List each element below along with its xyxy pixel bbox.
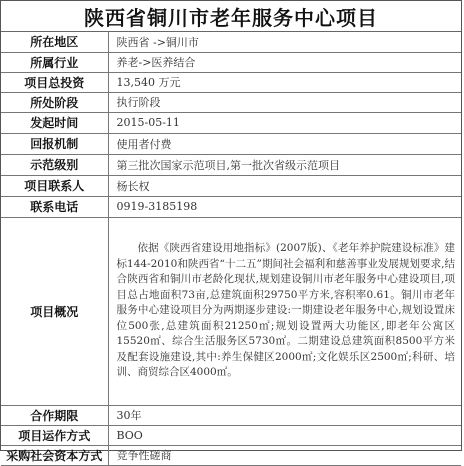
table-row bbox=[1, 72, 461, 92]
row-value-launch-date: 2015-05-11 bbox=[108, 112, 461, 133]
document-title: 陕西省铜川市老年服务中心项目 bbox=[1, 1, 461, 32]
row-label-procurement-method: 采购社会资本方式 bbox=[1, 445, 108, 465]
row-label-region: 所在地区 bbox=[1, 32, 108, 52]
table-row bbox=[1, 405, 461, 425]
table-row bbox=[1, 445, 461, 465]
row-value-cooperation-term: 30年 bbox=[108, 405, 461, 425]
table-row bbox=[1, 196, 461, 217]
table-row bbox=[1, 154, 461, 175]
row-label-return-mechanism: 回报机制 bbox=[1, 133, 108, 154]
row-value-total-investment: 13,540 万元 bbox=[108, 72, 461, 92]
row-label-launch-date: 发起时间 bbox=[1, 112, 108, 133]
table-row bbox=[1, 425, 461, 445]
row-label-total-investment: 项目总投资 bbox=[1, 72, 108, 92]
row-value-return-mechanism: 使用者付费 bbox=[108, 133, 461, 154]
row-label-operation-mode: 项目运作方式 bbox=[1, 425, 108, 445]
table-row bbox=[1, 52, 461, 72]
row-label-overview: 项目概况 bbox=[1, 217, 108, 405]
table-row bbox=[1, 175, 461, 196]
row-label-contact-person: 项目联系人 bbox=[1, 175, 108, 196]
row-value-phone: 0919-3185198 bbox=[108, 196, 461, 217]
overview-text: 依据《陕西省建设用地指标》(2007版)、《老年养护院建设标准》建标144-2010和陕西省“十二五”期间社会福利和慈善事业发展规划要求,结合陕西省和铜川市老龄化现状,规划建设铜川市老年服务中心建设项目,项目总占地面积73亩,总建筑面积29750平方米,容积率0.61。铜川市老年服务中心建设项目分为两期逐步建设:一期建设老年服务中心,规划设置床位500张,总建筑面积21250㎡;规划设置两大功能区,即老年公寓区15520㎡、综合生活服务区5730㎡。二期建设总建筑面积8500平方米及配套设施建设,其中:养生保健区2000㎡;文化娱乐区2500㎡;科研、培训、商贸综合区4000㎡。 bbox=[108, 217, 461, 405]
row-label-phone: 联系电话 bbox=[1, 196, 108, 217]
table-row bbox=[1, 92, 461, 112]
row-value-region: 陕西省 ->铜川市 bbox=[108, 32, 461, 52]
row-value-industry: 养老->医养结合 bbox=[108, 52, 461, 72]
row-value-demo-level: 第三批次国家示范项目,第一批次省级示范项目 bbox=[108, 154, 461, 175]
row-label-cooperation-term: 合作期限 bbox=[1, 405, 108, 425]
row-value-contact-person: 杨长权 bbox=[108, 175, 461, 196]
row-value-stage: 执行阶段 bbox=[108, 92, 461, 112]
table-row bbox=[1, 32, 461, 52]
row-value-operation-mode: BOO bbox=[108, 425, 461, 445]
table-row bbox=[1, 217, 461, 405]
row-label-industry: 所属行业 bbox=[1, 52, 108, 72]
row-label-stage: 所处阶段 bbox=[1, 92, 108, 112]
table-row bbox=[1, 112, 461, 133]
row-label-demo-level: 示范级别 bbox=[1, 154, 108, 175]
project-info-table bbox=[1, 32, 461, 466]
row-value-procurement-method: 竞争性磋商 bbox=[108, 445, 461, 465]
table-row bbox=[1, 133, 461, 154]
